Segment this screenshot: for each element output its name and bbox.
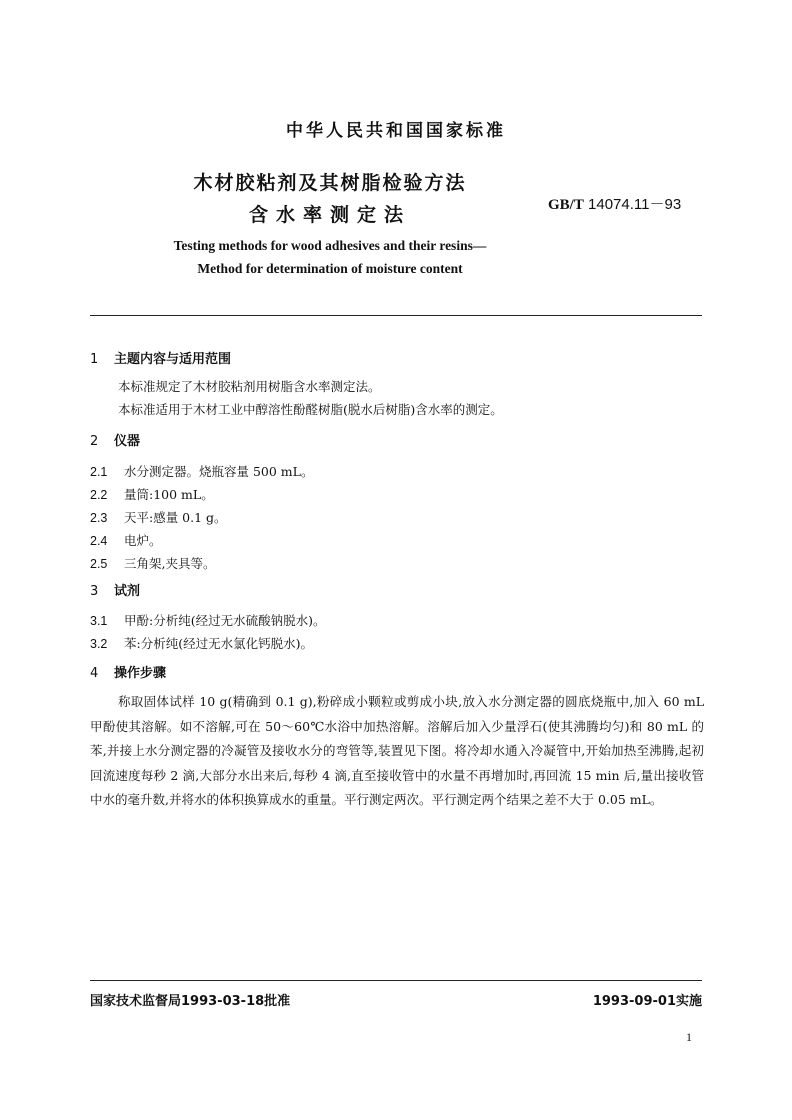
item-number: 3.2	[90, 637, 108, 651]
section-number: 3	[90, 584, 99, 599]
approval-date: 国家技术监督局1993-03-18批准	[90, 994, 291, 1009]
standard-code	[548, 193, 681, 214]
list-item	[90, 508, 227, 526]
list-item	[90, 554, 215, 572]
english-title-line-2: Method for determination of moisture content	[197, 261, 463, 276]
list-item	[90, 531, 162, 549]
standard-code-prefix: GB/T	[548, 197, 584, 213]
section-title: 主题内容与适用范围	[114, 352, 232, 367]
section-title: 操作步骤	[114, 666, 167, 681]
list-item	[90, 462, 313, 480]
section-1-paragraph-1: 本标准规定了木材胶粘剂用树脂含水率测定法。	[118, 379, 381, 394]
item-text: 甲酚:分析纯(经过无水硫酸钠脱水)。	[124, 613, 326, 628]
item-text: 量筒:100 mL。	[124, 487, 214, 502]
standard-header: 中华人民共和国国家标准	[286, 121, 506, 141]
title-line-1: 木材胶粘剂及其树脂检验方法	[193, 172, 467, 194]
section-number: 4	[90, 666, 99, 681]
title-line-2: 含水率测定法	[248, 204, 411, 226]
section-1-paragraph-2: 本标准适用于木材工业中醇溶性酚醛树脂(脱水后树脂)含水率的测定。	[118, 402, 503, 417]
item-text: 电炉。	[124, 533, 162, 548]
section-2-heading	[90, 430, 140, 449]
section-title: 试剂	[114, 584, 141, 599]
item-text: 三角架,夹具等。	[124, 556, 216, 571]
footer-divider	[90, 980, 702, 981]
section-4-body	[90, 690, 704, 813]
english-title-line-1: Testing methods for wood adhesives and their resins—	[173, 238, 487, 253]
section-1-heading	[90, 348, 231, 367]
item-number: 2.1	[90, 465, 108, 479]
list-item	[90, 485, 214, 503]
section-number: 1	[90, 352, 99, 367]
section-4-heading	[90, 662, 166, 681]
list-item	[90, 611, 325, 629]
section-title: 仪器	[114, 434, 141, 449]
top-divider	[90, 315, 702, 316]
item-number: 2.5	[90, 557, 108, 571]
item-number: 2.4	[90, 534, 108, 548]
section-number: 2	[90, 434, 99, 449]
item-text: 天平:感量 0.1 g。	[124, 510, 227, 525]
section-3-heading	[90, 580, 140, 599]
implementation-date: 1993-09-01实施	[592, 994, 702, 1009]
item-number: 2.3	[90, 511, 108, 525]
item-number: 3.1	[90, 614, 108, 628]
procedure-paragraph: 称取固体试样 10 g(精确到 0.1 g),粉碎成小颗粒或剪成小块,放入水分测定器的圆底烧瓶中,加入 60 mL 甲酚使其溶解。如不溶解,可在 50～60℃水浴中加热溶解。溶解后加入少量浮石(使其沸腾均匀)和 80 mL 的苯,并接上水分测定器的冷凝管及接收水分的弯管等,装置见下图。将冷却水通入冷凝管中,开始加热至沸腾,起初回流速度每秒 2 滴,大部分水出来后,每秒 4 滴,直至接收管中的水量不再增加时,再回流 15 min 后,量出接收管中水的毫升数,并将水的体积换算成水的重量。平行测定两次。平行测定两个结果之差不大于 0.05 mL。	[90, 694, 704, 807]
standard-code-number: 14074.11－93	[588, 196, 682, 213]
item-text: 水分测定器。烧瓶容量 500 mL。	[124, 464, 314, 479]
list-item	[90, 634, 313, 652]
page-number: 1	[686, 1030, 692, 1044]
item-number: 2.2	[90, 488, 108, 502]
item-text: 苯:分析纯(经过无水氯化钙脱水)。	[124, 636, 313, 651]
